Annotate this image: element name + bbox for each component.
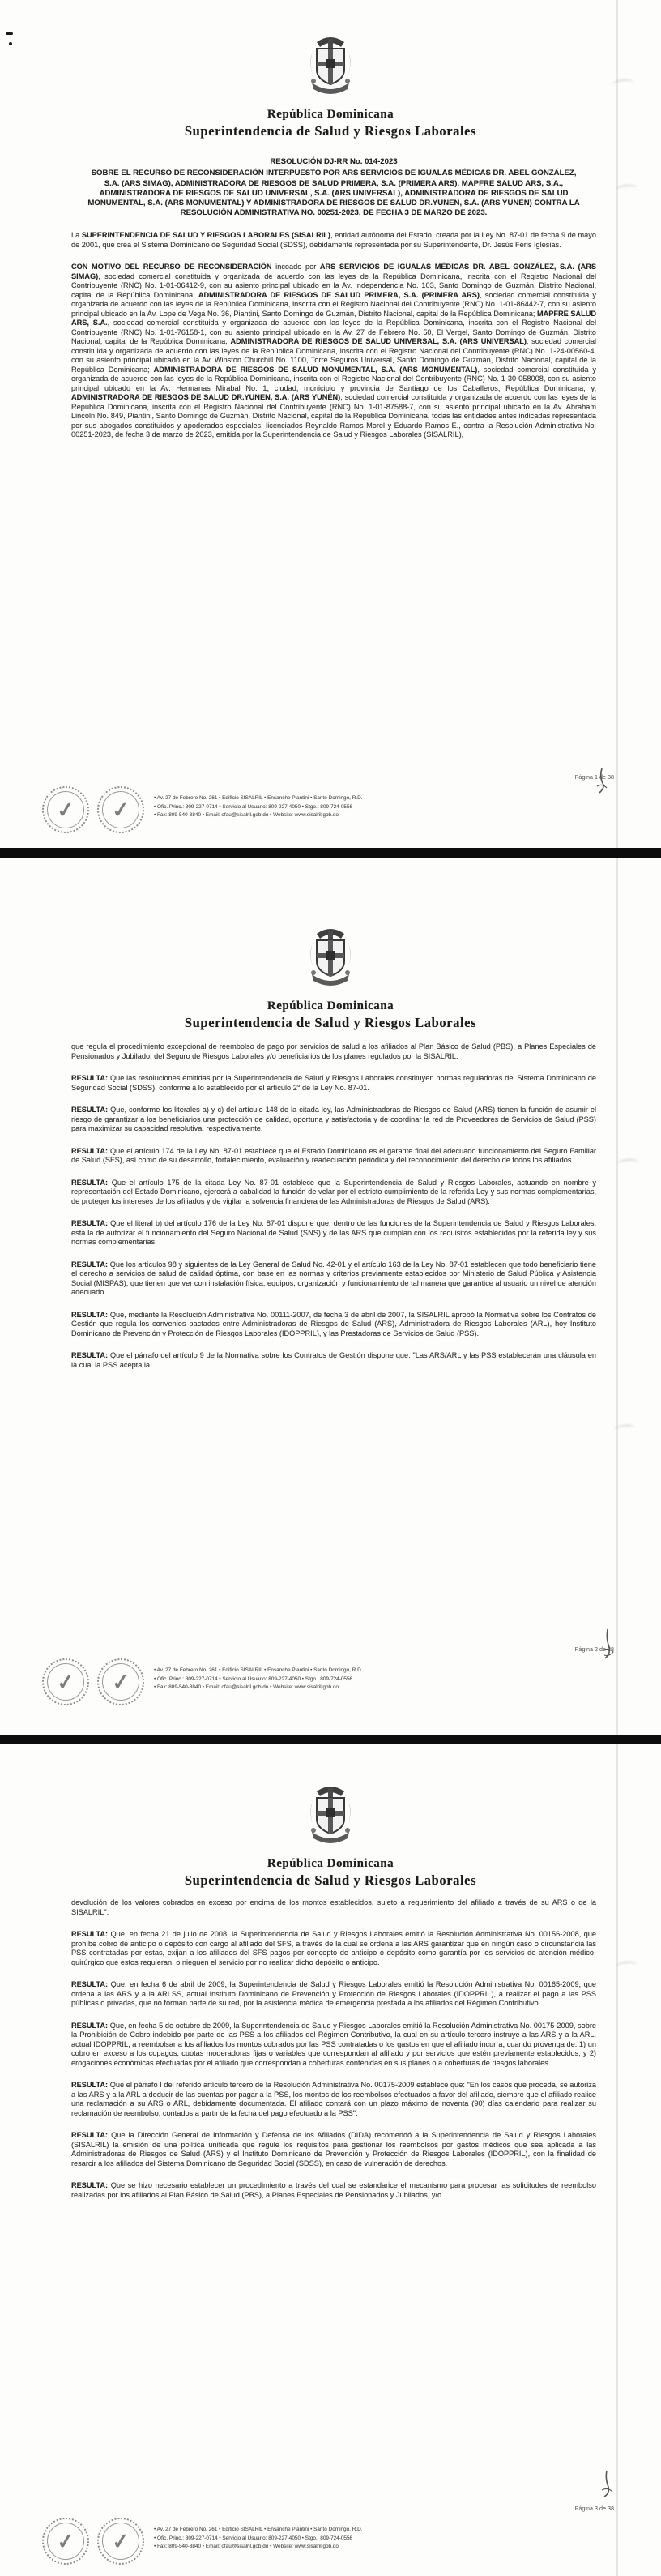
text-run: RESOLUCIÓN DJ-RR No. 014-2023 — [270, 157, 398, 167]
page-header — [0, 858, 661, 1031]
paragraph — [86, 157, 582, 167]
text-run: RESULTA: — [71, 1106, 109, 1115]
certification-seal-icon: ✓ — [42, 786, 89, 833]
footer-fax: • Fax: 809-540-3840 • Email: ofau@sisalril.gob.do • Website: www.sisalril.gob.do — [154, 2544, 339, 2550]
text-run: Que, conforme los literales a) y c) del artículo 148 de la citada ley, las Administradoras de Riesgos de Salud (ARS) tienen la función de asumir el riesgo de garantizar a los beneficiarios una protección de calidad, oportuna y satisfactoria y de coordinar la red de Proveedores de Servicios de Salud (PSS) para maximizar su capacidad resolutiva, respectivamente. — [71, 1106, 596, 1133]
footer-phones: • Ofic. Princ.: 809-227-0714 • Servicio al Usuario: 809-227-4050 • Stgo.: 809-724-0556 — [154, 1675, 353, 1682]
text-run: Que las resoluciones emitidas por la Superintendencia de Salud y Riesgos Laborales constituyen normas reguladoras del Sistema Dominicano de Seguridad Social (SDSS), conforme a lo establecido por el artículo 2° de la Ley No. 87-01. — [71, 1074, 596, 1092]
header-institution: Superintendencia de Salud y Riesgos Laborales — [184, 1014, 477, 1030]
scan-speck — [9, 42, 12, 45]
text-run: ADMINISTRADORA DE RIESGOS DE SALUD MONUMENTAL, S.A. (ARS MONUMENTAL) — [153, 365, 478, 374]
text-run: , sociedad comercial constituida y organizada de acuerdo con las leyes de la República Dominicana, inscrita con el Registro Nacional del Contribuyente (RNC) No. 1-30-058008, con su asiento principal ubicado en la Av. Hermanas Mirabal No. 1, ciudad, municipio y provincia de Santiago de los Caballeros, República Dominicana; y, — [71, 365, 596, 392]
text-run: RESULTA: — [71, 1219, 109, 1228]
document-page-3 — [0, 1744, 661, 2576]
paragraph — [71, 231, 596, 250]
paragraph — [71, 1147, 596, 1166]
footer-fax: • Fax: 809-540-3840 • Email: ofau@sisalril.gob.do • Website: www.sisalril.gob.do — [154, 1684, 339, 1691]
page-footer — [0, 2505, 661, 2573]
text-run: ARS SERVICIOS DE IGUALAS MÉDICAS DR. ABEL GONZÁLEZ, S.A. (ARS SIMAG) — [71, 263, 596, 280]
paragraph — [71, 1106, 596, 1134]
header-institution: Superintendencia de Salud y Riesgos Laborales — [184, 122, 477, 139]
text-run: devolución de los valores cobrados en exceso por encima de los montos establecidos, sujeto a requerimiento del afiliado a través de su ARS o de la SISALRIL". — [71, 1898, 596, 1916]
text-run: RESULTA: — [71, 1980, 109, 1989]
coat-of-arms-icon — [305, 36, 356, 104]
header-country: República Dominicana — [267, 999, 394, 1012]
text-run: RESULTA: — [71, 1074, 109, 1083]
header-country: República Dominicana — [267, 108, 394, 121]
paragraph — [86, 169, 582, 218]
certification-seal-icon: ✓ — [97, 1658, 144, 1705]
document-page-2 — [0, 858, 661, 1735]
header-country: República Dominicana — [267, 1857, 394, 1870]
scan-separator-bar — [0, 848, 661, 858]
text-run: SOBRE EL RECURSO DE RECONSIDERACIÓN INTERPUESTO POR ARS SERVICIOS DE IGUALAS MÉDICAS DR. ABEL GONZÁLEZ, S.A. (ARS SIMAG), ADMINISTRADORA DE RIESGOS DE SALUD PRIMERA, S.A. (PRIMERA ARS), MAPFRE SALUD ARS, S.A., ADMINISTRADORA DE RIESGOS DE SALUD UNIVERSAL, S.A. (ARS UNIVERSAL), ADMINISTRADORA DE RIESGOS DE SALUD MONUMENTAL, S.A. (ARS MONUMENTAL) Y ADMINISTRADORA DE RIESGOS DE SALUD DR.YUNEN, S.A. (ARS YUNÉN) CONTRA LA RESOLUCIÓN ADMINISTRATIVA NO. 00251-2023, DE FECHA 3 DE MARZO DE 2023. — [87, 169, 580, 218]
footer-contact — [154, 1667, 535, 1692]
scan-fold-line — [616, 0, 618, 848]
page-header — [0, 1744, 661, 1889]
text-run: Que el párrafo I del referido artículo tercero de la Resolución Administrativa No. 00175-2009 establece que: "En los casos que proceda, se autoriza a las ARS y a la ARL a deducir de las cuentas por pagar a la PSS, los montos de los reembolsos efectuados a favor del afiliado, siempre que el afiliado realice una reclamación a su ARS o ARL, debidamente documentada. El afiliado contará con un plazo máximo de noventa (90) días calendario para realizar su reclamación de reembolso, contados a partir de la fecha del pago efectuado a la PSS". — [71, 2081, 596, 2117]
page-header — [0, 0, 661, 139]
text-run: incoado por — [271, 263, 320, 272]
page-body — [71, 1898, 596, 2200]
paragraph — [71, 263, 596, 440]
page-number: Página 2 de 38 — [574, 1645, 614, 1653]
paragraph — [71, 2131, 596, 2168]
footer-address: • Av. 27 de Febrero No. 261 • Edificio SISALRIL • Ensanche Piantini • Santo Domingo, R.D. — [154, 2527, 363, 2532]
certification-seal-icon: ✓ — [97, 2518, 144, 2565]
text-run: ADMINISTRADORA DE RIESGOS DE SALUD UNIVERSAL, S.A. (ARS UNIVERSAL) — [230, 337, 527, 346]
footer-contact — [154, 2526, 535, 2552]
page-number: Página 1 de 38 — [574, 773, 614, 781]
text-run: RESULTA: — [71, 1930, 109, 1939]
scan-speck — [6, 32, 13, 35]
text-run: RESULTA: — [71, 1351, 109, 1360]
text-run: Que la Dirección General de Información y Defensa de los Afiliados (DIDA) recomendó a la Superintendencia de Salud y Riesgos Laborales (SISALRIL) la emisión de una política unificada que regule los requisitos para gestionar los reembolsos por gastos médicos que sea aplicada a las Administradoras de Riesgos de Salud (ARS) y el Instituto Dominicano de Prevención y Protección de Riesgos Laborales (IDOPPRIL), con la finalidad de resarcir a los afiliados del Sistema Dominicano de Seguridad Social (SDSS), en caso de vulneración de derechos. — [71, 2131, 596, 2167]
text-run: , sociedad comercial constituida y organizada de acuerdo con las leyes de la República Dominicana, inscrita con el Registro Nacional del Contribuyente (RNC) No. 1-01-86442-7, con su asiento principal ubicado en la Av. Lope de Vega No. 36, Piantini, Santo Domingo de Guzmán, Distrito Nacional, capital de la República Dominicana; — [71, 290, 596, 318]
text-run: RESULTA: — [71, 1310, 109, 1319]
coat-of-arms-icon — [305, 1785, 356, 1853]
footer-address: • Av. 27 de Febrero No. 261 • Edificio SISALRIL • Ensanche Piantini • Santo Domingo, R.D. — [154, 1667, 363, 1673]
scan-separator-bar — [0, 1735, 661, 1744]
pencil-annotation — [617, 1158, 639, 1169]
certification-seal-icon: ✓ — [97, 786, 144, 833]
text-run: , sociedad comercial constituida y organizada de acuerdo con las leyes de la República Dominicana, inscrita con el Registro Nacional del Contribuyente (RNC) No. 1-01-87588-7, con su asiento principal ubicado en la Av. Abraham Lincoln No. 849, Piantini, Santo Domingo de Guzmán, Distrito Nacional, capital de la República Dominicana, todas las entidades antes indicadas representada por sus abogados constituidos y apoderados especiales, licenciados Reynaldo Ramos Morel y Eduardo Ramos E., contra la Resolución Administrativa No. 00251-2023, de fecha 3 de marzo de 2023, emitida por la Superintendencia de Salud y Riesgos Laborales (SISALRIL), — [71, 393, 596, 439]
text-run: RESULTA: — [71, 1178, 109, 1187]
text-run: RESULTA: — [71, 1260, 109, 1269]
paragraph — [71, 1074, 596, 1093]
text-run: Que el artículo 174 de la Ley No. 87-01 establece que el Estado Dominicano es el garante final del adecuado funcionamiento del Seguro Familiar de Salud (SFS), así como de su desarrollo, fortalecimiento, evaluación y readecuación periódica y del reconocimiento del derecho de todos los afiliados. — [71, 1146, 596, 1165]
text-run: RESULTA: — [71, 2081, 109, 2090]
scan-fold-line — [616, 858, 618, 1735]
paragraph — [71, 1219, 596, 1247]
paragraph — [71, 2181, 596, 2200]
paragraph — [71, 1351, 596, 1370]
page-footer — [0, 1645, 661, 1714]
text-run: Que, en fecha 21 de julio de 2008, la Superintendencia de Salud y Riesgos Laborales emitió la Resolución Administrativa No. 00156-2008, que prohíbe cobro de anticipo o depósito con cargo al afiliado del SFS, a través de la cual se ordena a las ARS garantizar que en ningún caso o circunstancia las PSS contratadas por estas, exijan a los afiliados del SFS pagos por concepto de anticipo o depósito como garantía por los servicios de atención médico-quirúrgico que estos requieran, o nieguen el servicio por no realizar dicho depósito o anticipo. — [71, 1930, 596, 1966]
text-run: SUPERINTENDENCIA DE SALUD Y RIESGOS LABORALES (SISALRIL) — [81, 231, 330, 240]
page-footer — [0, 773, 661, 841]
text-run: ADMINISTRADORA DE RIESGOS DE SALUD DR.YUNEN, S.A. (ARS YUNÉN) — [71, 393, 341, 402]
coat-of-arms-icon — [305, 927, 356, 995]
paragraph — [71, 2081, 596, 2118]
text-run: ADMINISTRADORA DE RIESGOS DE SALUD PRIMERA, S.A. (PRIMERA ARS) — [198, 290, 480, 299]
text-run: Que el artículo 175 de la citada Ley No. 87-01 establece que la Superintendencia de Salud y Riesgos Laborales, actuando en nombre y representación del Estado Dominicano, ejercerá a cabalidad la función de velar por el estricto cumplimiento de la referida Ley y sus normas complementarias, de proteger los intereses de los afiliados y de vigilar la solvencia financiera de las Administradoras de Riesgos de Salud (ARS). — [71, 1178, 596, 1205]
text-run: Que el literal b) del artículo 176 de la Ley No. 87-01 dispone que, dentro de las funciones de la Superintendencia de Salud y Riesgos Laborales, está la de autorizar el funcionamiento del Seguro Nacional de Salud (SNS) y de las ARS que cumplan con los requisitos establecidos por la referida ley y sus normas complementarias. — [71, 1219, 596, 1247]
text-run: , sociedad comercial constituida y organizada de acuerdo con las leyes de la República Dominicana, inscrita con el Registro Nacional del Contribuyente (RNC) No. 1-01-06412-9, con su asiento principal ubicado en la Av. Independencia No. 103, Santo Domingo de Guzmán, Distrito Nacional, capital de la República Dominicana; — [71, 272, 596, 299]
footer-address: • Av. 27 de Febrero No. 261 • Edificio SISALRIL • Ensanche Piantini • Santo Domingo, R.D. — [154, 795, 363, 801]
certification-seal-icon: ✓ — [42, 1658, 89, 1705]
text-run: MAPFRE SALUD ARS, S.A. — [71, 309, 596, 327]
certification-seal-icon: ✓ — [42, 2518, 89, 2565]
text-run: La — [71, 231, 82, 240]
text-run: , sociedad comercial constituida y organizada de acuerdo con las leyes de la República Dominicana, inscrita con el Registro Nacional del Contribuyente (RNC) No. 1-01-76158-1, con su asiento principal ubicado en la Av. 27 de Febrero No. 50, El Vergel, Santo Domingo de Guzmán, Distrito Nacional, capital de la República Dominicana; — [71, 319, 596, 346]
page-number: Página 3 de 38 — [574, 2505, 614, 2512]
page-body — [71, 157, 596, 440]
footer-phones: • Ofic. Princ.: 809-227-0714 • Servicio al Usuario: 809-227-4050 • Stgo.: 809-724-0556 — [154, 2535, 353, 2541]
paragraph — [71, 1042, 596, 1061]
handwritten-mark — [599, 2469, 614, 2498]
footer-contact — [154, 794, 535, 820]
paragraph — [71, 1898, 596, 1917]
text-run: , sociedad comercial constituida y organizada de acuerdo con las leyes de la República Dominicana, inscrita con el Registro Nacional del Contribuyente (RNC) No. 1-24-00560-4, con su asiento principal ubicado en la Av. Winston Churchill No. 1100, Torre Seguros Universal, Santo Domingo de Guzmán, Distrito Nacional, capital de la República Dominicana; — [71, 337, 596, 374]
footer-phones: • Ofic. Princ.: 809-227-0714 • Servicio al Usuario: 809-227-4050 • Stgo.: 809-724-0556 — [154, 803, 353, 810]
footer-fax: • Fax: 809-540-3840 • Email: ofau@sisalril.gob.do • Website: www.sisalril.gob.do — [154, 812, 339, 819]
text-run: RESULTA: — [71, 2181, 109, 2190]
text-run: Que, mediante la Resolución Administrativa No. 00111-2007, de fecha 3 de abril de 2007, la SISALRIL aprobó la Normativa sobre los Contratos de Gestión que regula los convenios pactados entre Administradoras de Riesgos de Salud (ARS), Administradora de Riesgos Laborales (ARL), hoy Instituto Dominicano de Prevención y Protección de Riesgos Laborales (IDOPPRIL), y las Prestadoras de Servicios de Salud (PSS). — [71, 1310, 596, 1337]
text-run: Que se hizo necesario establecer un procedimiento a través del cual se estandarice el mecanismo para procesar las solicitudes de reembolso realizadas por los afiliados al Plan Básico de Salud (PBS), a Planes Especiales de Pensionados y Jubilados, y/o — [71, 2181, 596, 2199]
pencil-annotation — [616, 184, 638, 195]
text-run: Que los artículos 98 y siguientes de la Ley General de Salud No. 42-01 y el artículo 163 de la Ley No. 87-01 establecen que todo beneficiario tiene el derecho a servicios de salud de calidad óptima, con base en las normas y criterios previamente establecidos por Ministerio de Salud Pública y Asistencia Social (MISPAS), que tienen que ver con instalación física, equipos, organización y funcionamiento de tal manera que garantice al usuario un nivel de atención adecuado. — [71, 1260, 596, 1297]
text-run: que regula el procedimiento excepcional de reembolso de pago por servicios de salud a los afiliados al Plan Básico de Salud (PBS), a Planes Especiales de Pensionados y Jubilado, del Seguro de Riesgos Laborales y/o beneficiarios de los planes regulados por la SISALRIL. — [71, 1042, 596, 1060]
header-institution: Superintendencia de Salud y Riesgos Laborales — [184, 1872, 477, 1888]
text-run: Que, en fecha 5 de octubre de 2009, la Superintendencia de Salud y Riesgos Laborales emitió la Resolución Administrativa No. 00175-2009, sobre la Prohibición de Cobro indebido por parte de las PSS a los afiliados del Régimen Contributivo, la cual en su artículo tercero instruye a las ARS y a la ARL, actual IDOPPRIL, a reembolsar a los afiliados los montos cobrados por las PSS contratadas o los gastos en que el afiliado incurra, cuando provenga de: 1) un cobro en exceso a los copagos, cuotas moderadoras fijas o variables que correspondan al afiliado y por servicios que estén previamente establecidos; y 2) erogaciones económicas efectuadas por el afiliado que correspondan a coberturas contenidas en sus planes o a coberturas de riesgos laborales. — [71, 2021, 596, 2067]
text-run: RESULTA: — [71, 1146, 109, 1155]
page-body — [71, 1042, 596, 1370]
paragraph — [71, 1311, 596, 1339]
paragraph — [71, 1179, 596, 1207]
text-run: CON MOTIVO DEL RECURSO DE RECONSIDERACIÓN — [71, 263, 272, 272]
text-run: Que el párrafo del artículo 9 de la Normativa sobre los Contratos de Gestión dispone que: "Las ARS/ARL y las PSS establecerán una cláusula en la cual la PSS acepta la — [71, 1351, 596, 1369]
paragraph — [71, 2022, 596, 2069]
text-run: RESULTA: — [71, 2131, 109, 2140]
text-run: , entidad autónoma del Estado, creada por la Ley No. 87-01 de fecha 9 de mayo de 2001, que crea el Sistema Dominicano de Seguridad Social (SDSS), debidamente representada por su Superintendente, Dr. Jesús Feris Iglesias. — [71, 231, 596, 249]
paragraph — [71, 1260, 596, 1298]
document-page-1 — [0, 0, 661, 848]
paragraph — [71, 1930, 596, 1967]
text-run: RESULTA: — [71, 2021, 109, 2030]
paragraph — [71, 1980, 596, 2009]
pencil-annotation — [616, 1961, 638, 1971]
scan-fold-line — [616, 1744, 618, 2576]
text-run: Que, en fecha 6 de abril de 2009, la Superintendencia de Salud y Riesgos Laborales emitió la Resolución Administrativa No. 00165-2009, que ordena a las ARS y a la ARLSS, actual Instituto Dominicano de Prevención y Protección de Riesgos Laborales (IDOPPRIL), a realizar el pago a las PSS públicas o privadas, que no forman parte de su red, por la asistencia médica de emergencia prestada a los afiliados del Régimen Contributivo. — [71, 1980, 596, 2008]
